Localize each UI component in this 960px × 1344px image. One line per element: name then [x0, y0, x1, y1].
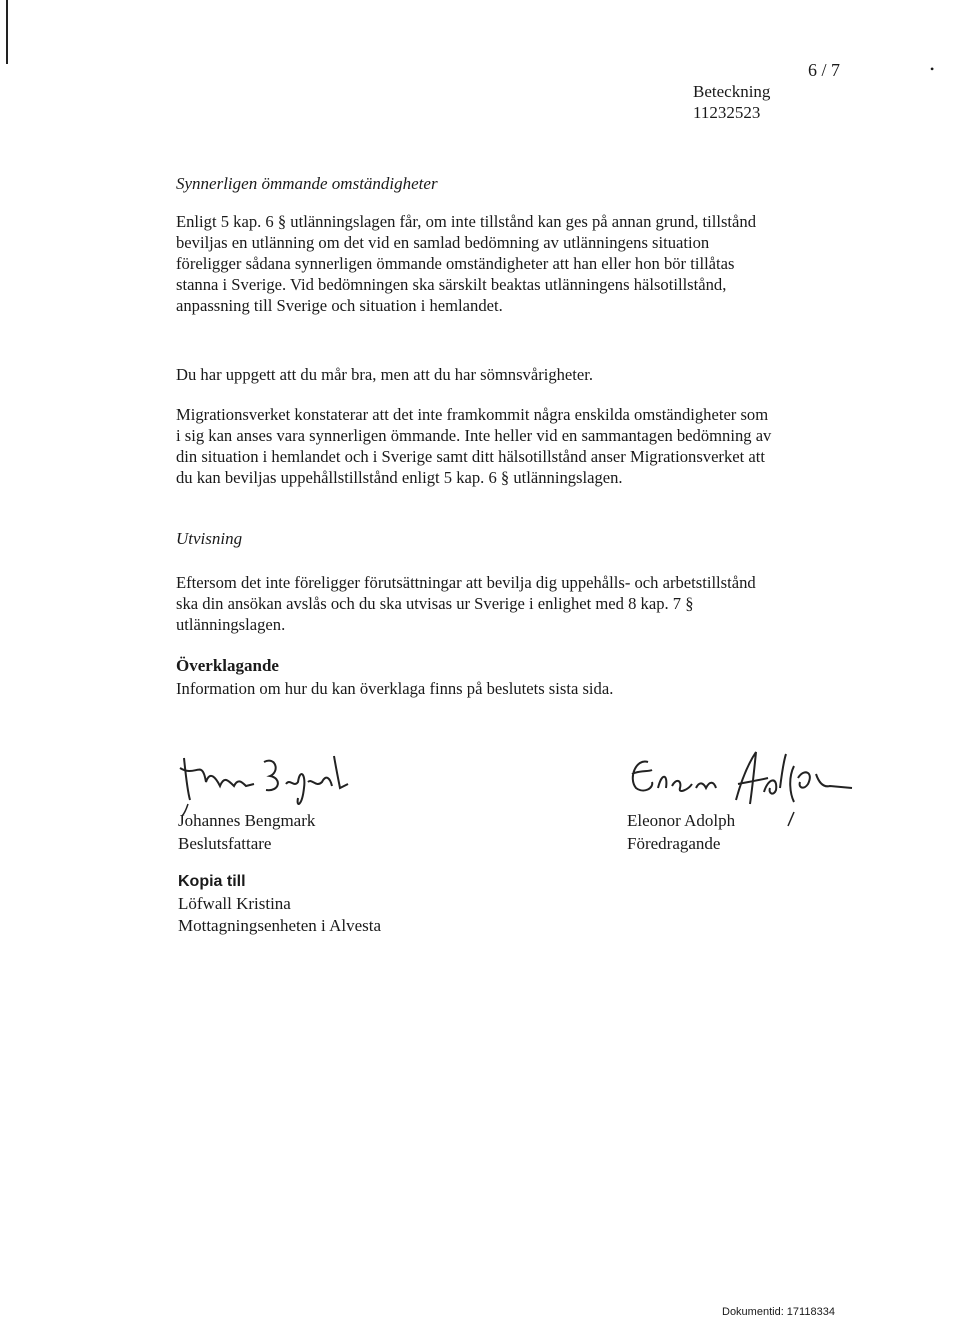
copy-recipient-unit: Mottagningsenheten i Alvesta: [178, 916, 382, 935]
paragraph-appeal: [176, 678, 776, 699]
paragraph-statement: [176, 364, 776, 385]
signer-role-left: Beslutsfattare: [178, 834, 272, 853]
paragraph-assessment: [176, 404, 776, 488]
page-number: 6 / 7: [808, 60, 841, 80]
paragraph-text: Migrationsverket konstaterar att det inte framkommit några enskilda omständigheter som i sig kan anses vara synnerligen ömmande. Inte heller vid en sammantagen bedömning av din situation i hemlandet och i Sverige samt ditt hälsotillstånd anser Migrationsverket att du kan beviljas uppehållstillstånd enligt 5 kap. 6 § utlänningslagen.: [176, 405, 772, 487]
copy-recipients: [178, 893, 381, 937]
copy-heading: Kopia till: [178, 873, 246, 890]
reference-block: [693, 81, 770, 123]
signer-name-left: Johannes Bengmark: [178, 811, 316, 830]
paragraph-expulsion: [176, 572, 776, 635]
signature-left: [178, 809, 315, 855]
section-title-ommande: Synnerligen ömmande omständigheter: [176, 174, 438, 193]
copy-recipient-name: Löfwall Kristina: [178, 894, 291, 913]
paragraph-text: Information om hur du kan överklaga finns på beslutets sista sida.: [176, 679, 614, 698]
corner-mark: •: [930, 62, 935, 76]
paragraph-text: Eftersom det inte föreligger förutsättningar att bevilja dig uppehålls- och arbetstillstånd ska din ansökan avslås och du ska utvisas ur Sverige i enlighet med 8 kap. 7 § utlänningslagen.: [176, 573, 756, 634]
paragraph-text: Enligt 5 kap. 6 § utlänningslagen får, om inte tillstånd kan ges på annan grund, tillstånd beviljas en utlänning om det vid en samlad bedömning av utlänningens situation föreligger sådana synnerligen ömmande omständigheter att han eller hon bör tillåtas stanna i Sverige. Vid bedömningen ska särskilt beaktas utlänningens hälsotillstånd, anpassning till Sverige och situation i hemlandet.: [176, 212, 757, 315]
paragraph-text: Du har uppgett att du mår bra, men att du har sömnsvårigheter.: [176, 365, 594, 384]
document-id: Dokumentid: 17118334: [722, 1306, 835, 1318]
reference-number: 11232523: [693, 103, 761, 122]
signer-role-right: Föredragande: [627, 834, 721, 853]
signature-left-image: [176, 748, 356, 818]
section-title-overklagande: Överklagande: [176, 656, 279, 675]
paragraph-legal-basis: [176, 211, 776, 316]
scan-edge-line: [6, 0, 8, 64]
section-title-utvisning: Utvisning: [176, 529, 243, 548]
reference-label: Beteckning: [693, 82, 771, 101]
signer-name-right: Eleonor Adolph: [627, 811, 736, 830]
signature-right: [627, 809, 735, 855]
